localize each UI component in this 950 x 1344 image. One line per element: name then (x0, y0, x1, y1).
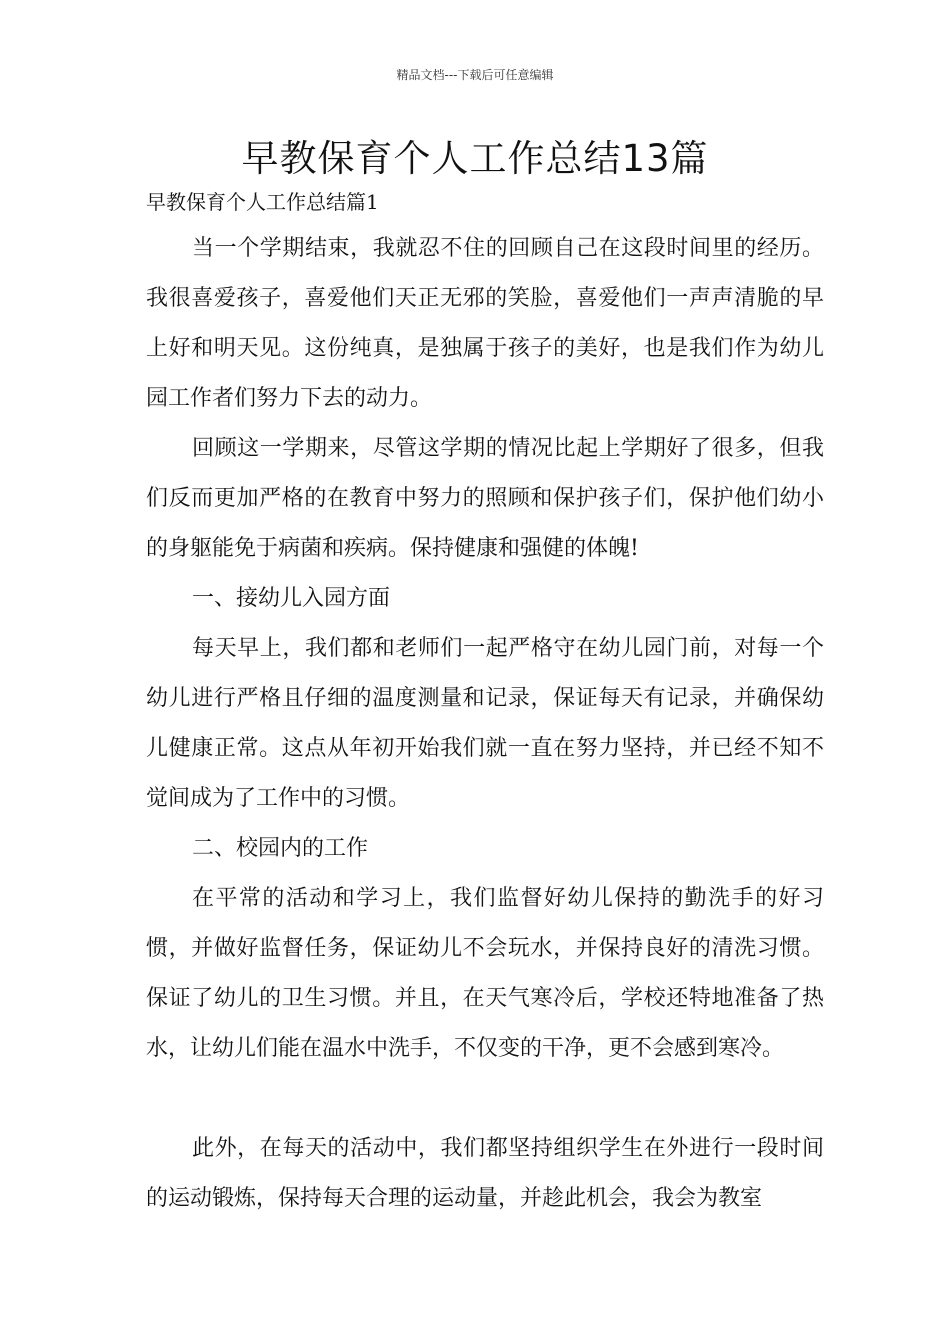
paragraph-review: 回顾这一学期来，尽管这学期的情况比起上学期好了很多，但我们反而更加严格的在教育中努力的照顾和保护孩子们，保护他们幼小的身躯能免于病菌和疾病。保持健康和强健的体魄! (146, 436, 824, 561)
page-header-note: 精品文档---下载后可任意编辑 (396, 68, 554, 82)
paragraph-campus-exercise: 此外，在每天的活动中，我们都坚持组织学生在外进行一段时间的运动锻炼，保持每天合理的运动量，并趁此机会，我会为教室 (146, 1136, 824, 1211)
document-body (146, 224, 824, 1224)
paragraph-entry: 每天早上，我们都和老师们一起严格守在幼儿园门前，对每一个幼儿进行严格且仔细的温度测量和记录，保证每天有记录，并确保幼儿健康正常。这点从年初开始我们就一直在努力坚持，并已经不知不觉间成为了工作中的习惯。 (146, 636, 824, 811)
document-title: 早教保育个人工作总结13篇 (241, 137, 709, 180)
section-heading-entry: 一、接幼儿入园方面 (192, 586, 391, 611)
paragraph-intro: 当一个学期结束，我就忍不住的回顾自己在这段时间里的经历。我很喜爱孩子，喜爱他们天正无邪的笑脸，喜爱他们一声声清脆的早上好和明天见。这份纯真，是独属于孩子的美好，也是我们作为幼儿园工作者们努力下去的动力。 (146, 236, 824, 411)
document-subtitle: 早教保育个人工作总结篇1 (146, 190, 379, 214)
section-heading-campus: 二、校园内的工作 (192, 836, 369, 861)
paragraph-campus-hygiene: 在平常的活动和学习上，我们监督好幼儿保持的勤洗手的好习惯，并做好监督任务，保证幼儿不会玩水，并保持良好的清洗习惯。保证了幼儿的卫生习惯。并且，在天气寒冷后，学校还特地准备了热水，让幼儿们能在温水中洗手，不仅变的干净，更不会感到寒冷。 (146, 886, 824, 1061)
